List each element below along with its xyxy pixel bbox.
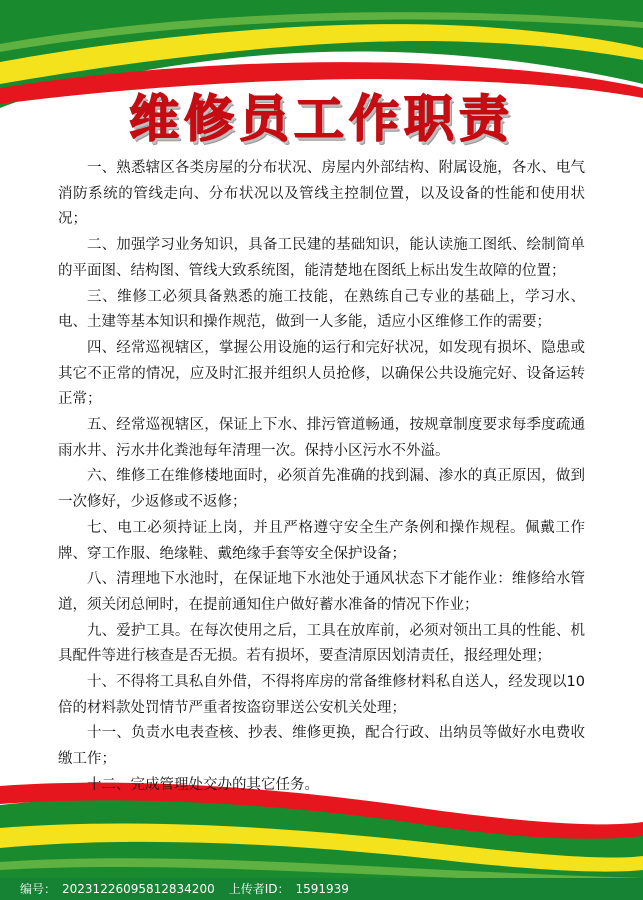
duty-item: 十、不得将工具私自外借，不得将库房的常备维修材料私自送人，经发现以10倍的材料款处罚情节严重者按盗窃罪送公安机关处理； — [58, 674, 585, 716]
footer-bar — [0, 878, 643, 900]
duty-item: 二、加强学习业务知识，具备工民建的基础知识，能认读施工图纸、绘制简单的平面图、结构图、管线大致系统图，能清楚地在图纸上标出发生故障的位置； — [58, 237, 585, 279]
duty-item: 十一、负责水电表查核、抄表、维修更换，配合行政、出纳员等做好水电费收缴工作； — [58, 725, 585, 768]
duty-item: 三、维修工必须具备熟悉的施工技能，在熟练自己专业的基础上，学习水、电、土建等基本知识和操作规范，做到一人多能，适应小区维修工作的需要； — [58, 288, 585, 331]
duty-list — [58, 156, 585, 799]
uploader-value: 1591939 — [295, 882, 349, 896]
uploader-label: 上传者ID： — [228, 882, 290, 896]
duty-item: 七、电工必须持证上岗，并且严格遵守安全生产条例和操作规程。佩戴工作牌、穿工作服、绝缘鞋、戴绝缘手套等安全保护设备； — [58, 519, 585, 562]
duty-item: 九、爱护工具。在每次使用之后，工具在放库前，必须对领出工具的性能、机具配件等进行核查是否无损。若有损坏，要查清原因划清责任，报经理处理； — [58, 622, 585, 665]
duty-item: 八、清理地下水池时，在保证地下水池处于通风状态下才能作业：维修给水管道，须关闭总闸时，在提前通知住户做好蓄水准备的情况下作业； — [58, 571, 585, 613]
duty-item: 六、维修工在维修楼地面时，必须首先准确的找到漏、渗水的真正原因，做到一次修好，少返修或不返修； — [58, 468, 585, 511]
id-value: 20231226095812834200 — [62, 882, 215, 896]
duty-item: 四、经常巡视辖区，掌握公用设施的运行和完好状况，如发现有损坏、隐患或其它不正常的情况，应及时汇报并组织人员抢修，以确保公共设施完好、设备运转正常； — [58, 339, 585, 408]
duty-item: 五、经常巡视辖区，保证上下水、排污管道畅通，按规章制度要求每季度疏通雨水井、污水井化粪池每年清理一次。保持小区污水不外溢。 — [58, 417, 585, 459]
id-label: 编号： — [20, 882, 57, 896]
duty-item: 十二、完成管理处交办的其它任务。 — [87, 776, 319, 793]
duty-item: 一、熟悉辖区各类房屋的分布状况、房屋内外部结构、附属设施，各水、电气消防系统的管线走向、分布状况以及管线主控制位置，以及设备的性能和使用状况； — [58, 160, 585, 228]
page-title: 维修员工作职责 — [129, 90, 514, 148]
